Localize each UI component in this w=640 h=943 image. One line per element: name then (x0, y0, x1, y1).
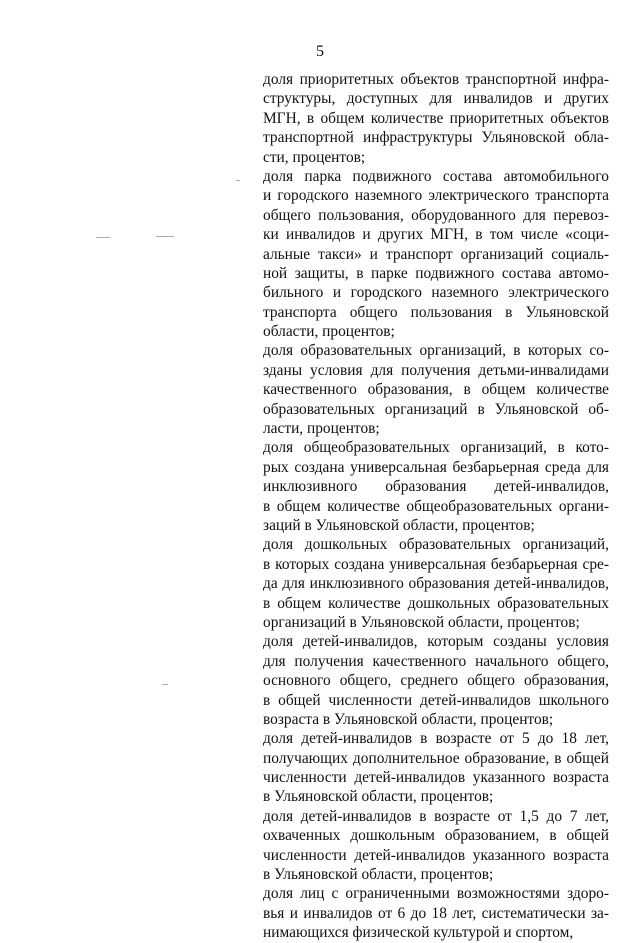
paragraph (263, 729, 609, 807)
paragraph (263, 535, 609, 632)
scan-mark (156, 236, 174, 237)
text-line: нимающихся физической культурой и спортом, (263, 924, 574, 942)
text-line: инклюзивного образования детей-инвалидов, (263, 478, 609, 496)
scan-mark (162, 684, 168, 685)
scan-mark (236, 180, 240, 181)
text-line: в общем количестве дошкольных образовательных (263, 594, 609, 612)
text-line: качественного образования, в общем количестве (263, 381, 609, 399)
text-line: и городского наземного электрического транспорта (263, 187, 609, 205)
text-line: в Ульяновской области, процентов; (263, 788, 494, 806)
text-line: ки инвалидов и других МГН, в том числе «соци- (263, 226, 609, 244)
text-line: транспорта общего пользования в Ульяновской (263, 303, 609, 321)
text-line: да для инклюзивного образования детей-инвалидов, (263, 575, 609, 593)
text-line: бильного и городского наземного электрического (263, 284, 609, 302)
text-line: получающих дополнительное образование, в общей (263, 749, 609, 767)
text-line: образовательных организаций в Ульяновской об- (263, 400, 609, 418)
text-line: доля образовательных организаций, в которых со- (263, 342, 609, 360)
text-line: доля детей-инвалидов в возрасте от 5 до 18 лет, (263, 730, 609, 748)
text-line: для получения качественного начального общего, (263, 652, 609, 670)
document-body (263, 70, 609, 943)
text-line: зданы условия для получения детьми-инвалидами (263, 361, 609, 379)
text-line: доля парка подвижного состава автомобильного (263, 167, 609, 185)
text-line: вья и инвалидов от 6 до 18 лет, систематически за- (263, 904, 609, 922)
text-line: ласти, процентов; (263, 420, 380, 438)
text-line: охваченных дошкольным образованием, в общей (263, 827, 609, 845)
text-line: транспортной инфраструктуры Ульяновской обла- (263, 129, 609, 147)
text-line: заций в Ульяновской области, процентов; (263, 516, 535, 534)
paragraph (263, 70, 609, 167)
text-line: доля приоритетных объектов транспортной инфра- (263, 71, 609, 88)
text-line: доля детей-инвалидов в возрасте от 1,5 до 7 лет, (263, 807, 609, 825)
text-line: основного общего, среднего общего образования, (263, 672, 609, 690)
text-line: ной защиты, в парке подвижного состава автомо- (263, 264, 609, 282)
text-line: в которых создана универсальная безбарьерная сре- (263, 555, 609, 573)
text-line: доля детей-инвалидов, которым созданы условия (263, 633, 609, 651)
text-line: доля общеобразовательных организаций, в кото- (263, 439, 609, 457)
text-line: МГН, в общем количестве приоритетных объектов (263, 109, 609, 127)
text-line: общего пользования, оборудованного для перевоз- (263, 206, 609, 224)
text-line: сти, процентов; (263, 148, 366, 166)
paragraph (263, 167, 609, 342)
paragraph (263, 807, 609, 885)
paragraph (263, 884, 609, 942)
text-line: численности детей-инвалидов указанного возраста (263, 846, 609, 864)
text-line: доля дошкольных образовательных организаций, (263, 536, 609, 554)
text-line: области, процентов; (263, 323, 395, 341)
page-number: 5 (316, 43, 324, 60)
text-line: альные такси» и транспорт организаций социаль- (263, 245, 609, 263)
text-line: доля лиц с ограниченными возможностями здоро- (263, 885, 609, 903)
paragraph (263, 341, 609, 438)
text-line: рых создана универсальная безбарьерная среда для (263, 458, 609, 476)
text-line: организаций в Ульяновской области, процентов; (263, 613, 580, 631)
paragraph (263, 438, 609, 535)
text-line: структуры, доступных для инвалидов и других (263, 90, 609, 108)
text-line: в общем количестве общеобразовательных органи- (263, 497, 609, 515)
text-line: численности детей-инвалидов указанного возраста (263, 769, 609, 787)
text-line: в общей численности детей-инвалидов школьного (263, 691, 609, 709)
text-line: в Ульяновской области, процентов; (263, 866, 494, 884)
scan-mark (96, 237, 110, 238)
text-line: возраста в Ульяновской области, процентов; (263, 710, 554, 728)
paragraph (263, 632, 609, 729)
